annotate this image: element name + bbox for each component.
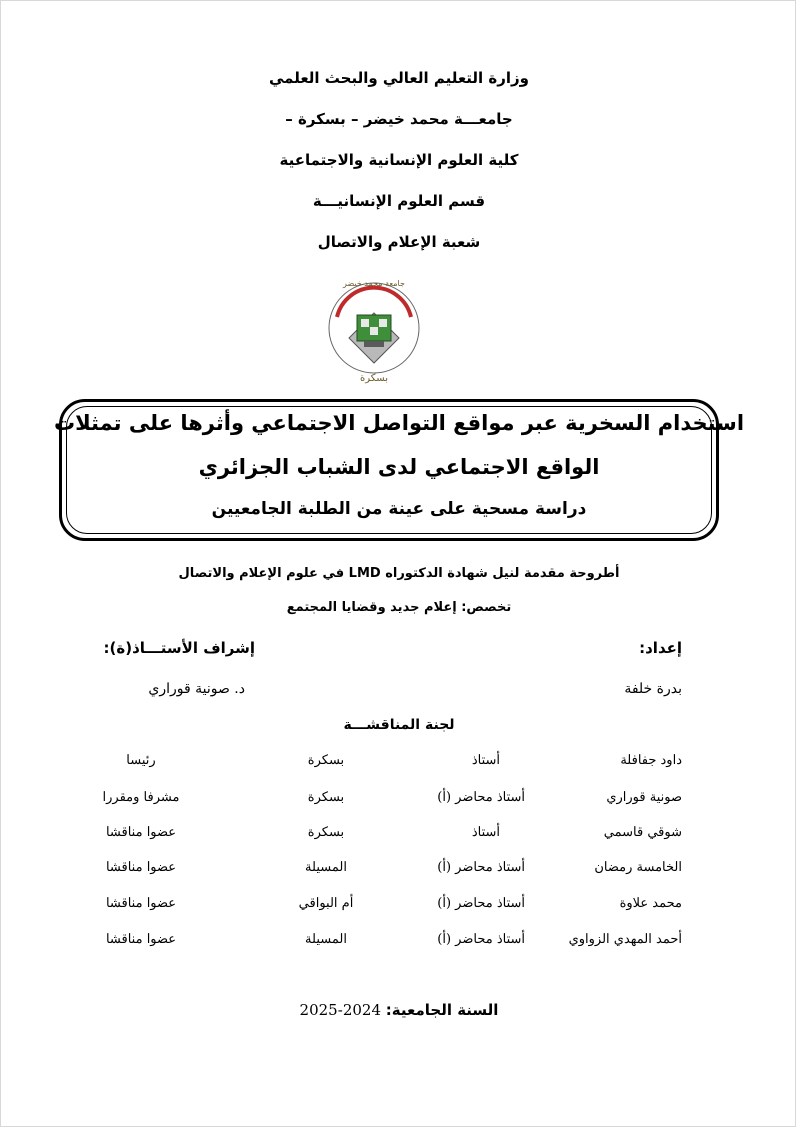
branch-name: شعبة الإعلام والاتصال <box>317 233 481 251</box>
member-role: مشرفا ومقررا <box>102 790 180 805</box>
member-role: عضوا مناقشا <box>105 896 177 911</box>
academic-year <box>1 1001 796 1019</box>
member-rank: أستاذ محاضر (أ) <box>437 932 525 947</box>
thesis-note: أطروحة مقدمة لنيل شهادة الدكتوراه LMD في علوم الإعلام والاتصال <box>178 566 620 581</box>
member-rank: أستاذ <box>471 825 500 840</box>
member-name: محمد علاوة <box>619 896 682 911</box>
department-name: قسم العلوم الإنسانيـــة <box>312 192 486 210</box>
member-role: رئيسا <box>126 753 156 768</box>
ministry-name: وزارة التعليم العالي والبحث العلمي <box>268 69 530 87</box>
member-name: أحمد المهدي الزواوي <box>568 932 682 947</box>
university-name: جامعـــة محمد خيضر – بسكرة – <box>285 110 513 128</box>
member-role: عضوا مناقشا <box>105 825 177 840</box>
member-name: صونية قوراري <box>606 790 682 805</box>
member-role: عضوا مناقشا <box>105 932 177 947</box>
faculty-name: كلية العلوم الإنسانية والاجتماعية <box>279 151 519 169</box>
academic-year-value: 2024-2025 <box>299 1001 381 1019</box>
member-university: بسكرة <box>307 753 345 768</box>
member-rank: أستاذ <box>471 753 500 768</box>
logo-top-text: جامعة محمد خيضر <box>343 279 405 288</box>
supervisor-name: د. صونية قوراري <box>148 681 245 697</box>
member-name: داود جفافلة <box>620 753 682 768</box>
member-university: المسيلة <box>305 860 347 875</box>
member-name: الخامسة رمضان <box>594 860 682 875</box>
thesis-title-line1: استخدام السخرية عبر مواقع التواصل الاجتماعي وأثرها على تمثلات <box>53 411 745 435</box>
logo-bottom-text: بسكرة <box>360 373 388 384</box>
student-name: بدرة خلفة <box>624 681 682 697</box>
university-logo <box>327 271 421 389</box>
member-university: المسيلة <box>305 932 347 947</box>
thesis-subtitle: دراسة مسحية على عينة من الطلبة الجامعيين <box>211 499 587 519</box>
member-university: أم البواقي <box>298 896 354 911</box>
committee-title: لجنة المناقشـــة <box>343 717 455 733</box>
member-university: بسكرة <box>307 825 345 840</box>
member-rank: أستاذ محاضر (أ) <box>437 790 525 805</box>
prepared-by-label: إعداد: <box>639 639 682 657</box>
specialty: تخصص: إعلام جديد وقضايا المجتمع <box>286 600 512 615</box>
member-name: شوقي قاسمي <box>603 825 682 840</box>
member-rank: أستاذ محاضر (أ) <box>437 860 525 875</box>
supervisor-label: إشراف الأستـــاذ(ة): <box>103 639 255 657</box>
member-role: عضوا مناقشا <box>105 860 177 875</box>
member-rank: أستاذ محاضر (أ) <box>437 896 525 911</box>
member-university: بسكرة <box>307 790 345 805</box>
thesis-title-line2: الواقع الاجتماعي لدى الشباب الجزائري <box>198 455 600 479</box>
academic-year-label: السنة الجامعية: <box>385 1001 499 1019</box>
